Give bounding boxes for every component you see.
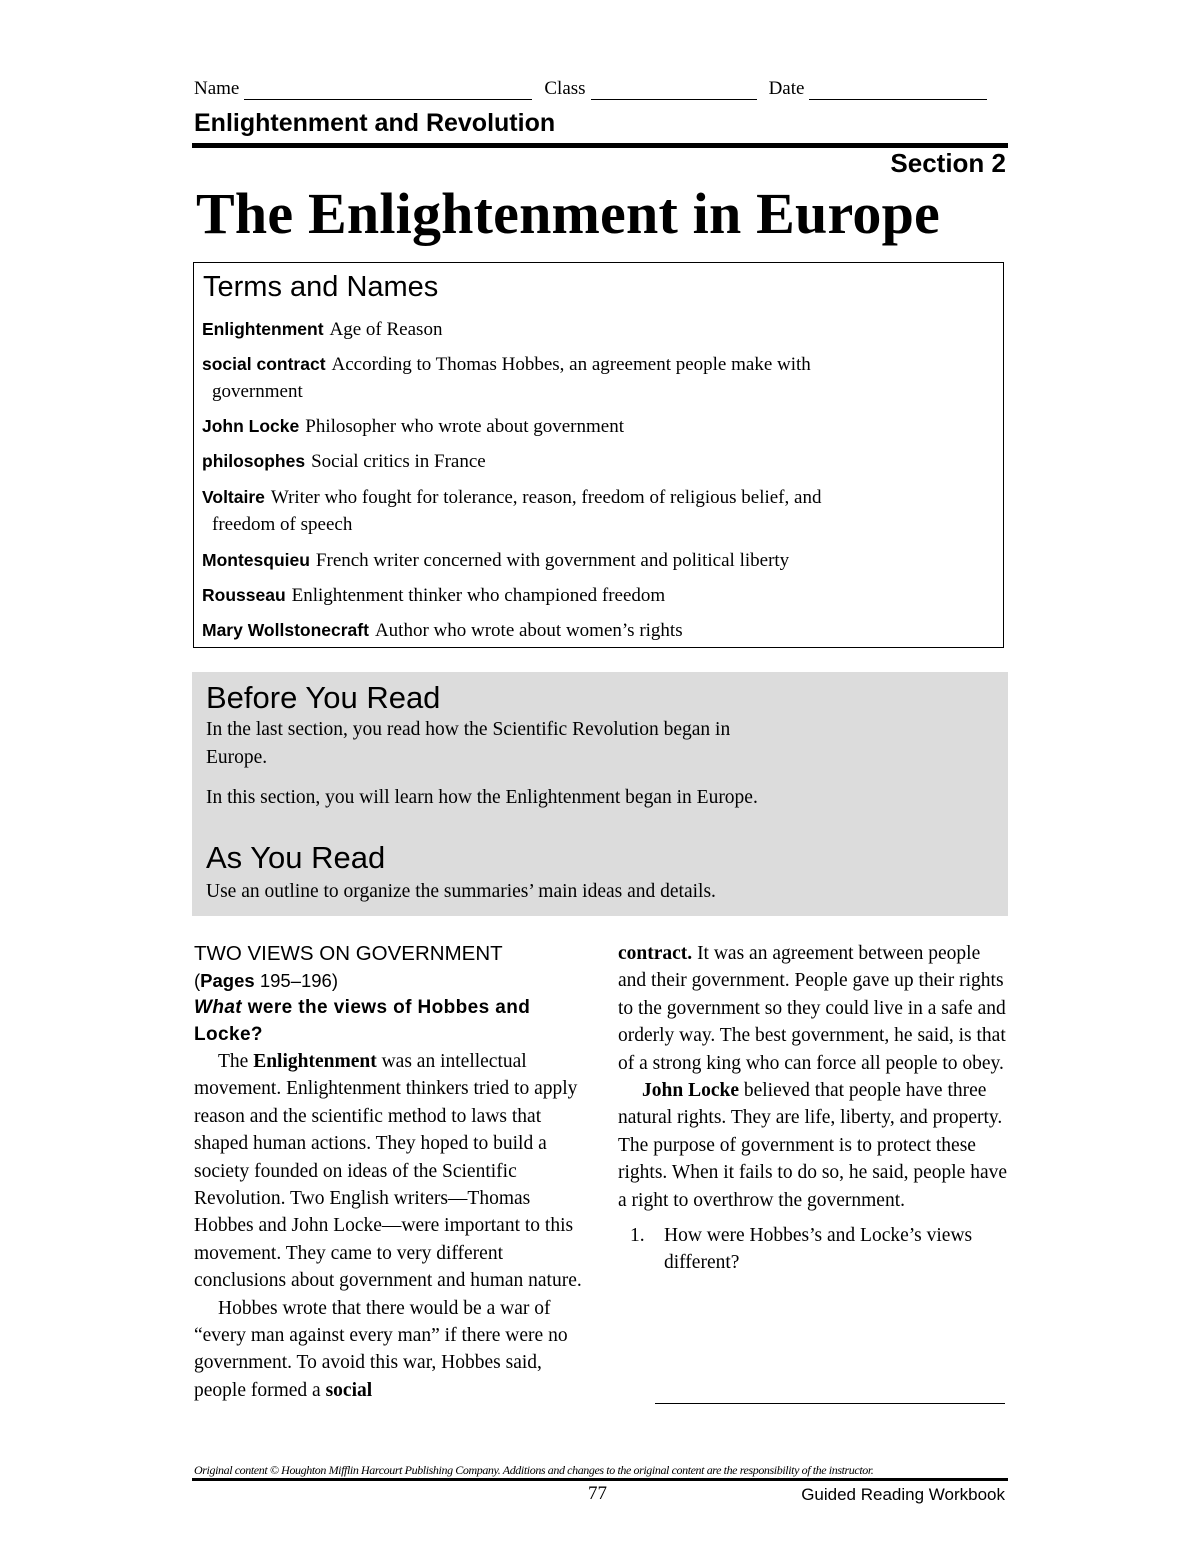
as-you-read-text: Use an outline to organize the summaries’ main ideas and details. [206, 881, 716, 902]
term-definition: Age of Reason [329, 319, 443, 340]
term-item [202, 547, 962, 574]
copyright-notice: Original content © Houghton Mifflin Harcourt Publishing Company. Additions and changes to the original content are the responsibility of the instructor. [194, 1463, 874, 1477]
pages-prefix: ( [194, 970, 201, 991]
pages-label: Pages [200, 970, 255, 991]
term-item [202, 617, 962, 644]
term-name: John Locke [202, 416, 300, 436]
paragraph-locke [618, 1077, 1008, 1214]
term-definition-continued: government [212, 381, 303, 402]
term-definition: Philosopher who wrote about government [305, 416, 624, 437]
term-name: Enlightenment [202, 319, 324, 339]
p2-term: social [325, 1379, 373, 1401]
term-name: philosophes [202, 451, 306, 471]
term-item [202, 316, 962, 343]
term-item [202, 351, 962, 405]
student-info-fields [194, 78, 1004, 104]
terms-and-names-box [193, 262, 1004, 648]
before-you-read-paragraph-2: In this section, you will learn how the Enlightenment began in Europe. [206, 787, 758, 808]
footer-divider [192, 1478, 1008, 1481]
term-name: Mary Wollstonecraft [202, 620, 369, 640]
section-heading: TWO VIEWS ON GOVERNMENT [194, 942, 503, 965]
term-item [202, 484, 962, 538]
reading-guide-box [192, 672, 1008, 916]
p2-term-continued: contract. [618, 943, 693, 964]
header-divider [192, 143, 1008, 148]
left-column [194, 940, 589, 1404]
page-title: The Enlightenment in Europe [196, 181, 940, 246]
as-you-read-heading: As You Read [206, 840, 386, 875]
term-definition: According to Thomas Hobbes, an agreement people make with [331, 354, 811, 375]
p1-term: Enlightenment [253, 1051, 377, 1072]
section-label: Section 2 [890, 148, 1006, 178]
guiding-question [194, 994, 589, 1048]
name-label: Name [194, 78, 240, 99]
before-you-read-heading: Before You Read [206, 680, 441, 715]
term-definition: Social critics in France [311, 451, 486, 472]
p2-rest: It was an agreement between people and their government. People gave up their rights to the government so they could live in a safe and orderly way. The best government, he said, is that of a strong king who can force all people to obey. [618, 943, 1006, 1074]
term-definition-continued: freedom of speech [212, 514, 353, 535]
review-question [618, 1222, 1008, 1277]
class-label: Class [544, 78, 586, 99]
term-definition: Enlightenment thinker who championed freedom [291, 585, 666, 606]
p2-text: Hobbes wrote that there would be a war of “every man against every man” if there were no government. To avoid this war, Hobbes said, people formed a [194, 1297, 568, 1401]
pages-range: 195–196) [254, 970, 339, 991]
term-item [202, 582, 962, 609]
term-name: Rousseau [202, 585, 286, 605]
before-you-read-line-1: In the last section, you read how the Scientific Revolution began in [206, 719, 731, 740]
date-label: Date [768, 78, 805, 99]
workbook-name: Guided Reading Workbook [801, 1485, 1005, 1504]
question-rest: were the views of Hobbes and Locke? [194, 997, 531, 1045]
term-definition: Writer who fought for tolerance, reason, freedom of religious belief, and [270, 487, 822, 508]
right-column [618, 940, 1008, 1277]
paragraph-hobbes [194, 1295, 589, 1405]
unit-title: Enlightenment and Revolution [194, 109, 556, 137]
question-text: How were Hobbes’s and Locke’s views different? [664, 1225, 973, 1274]
paragraph-hobbes-continued [618, 940, 1008, 1077]
page-number: 77 [588, 1483, 607, 1504]
p3-term: John Locke [642, 1080, 739, 1102]
p3-rest: believed that people have three natural rights. They are life, liberty, and property. The purpose of government is to protect these rights. When it fails to do so, he said, people have a right to overthrow the government. [618, 1080, 1008, 1211]
term-name: Montesquieu [202, 550, 310, 570]
term-name: Voltaire [202, 487, 265, 507]
term-item [202, 413, 962, 440]
term-definition: French writer concerned with government and political liberty [315, 550, 790, 571]
p1-rest: was an intellectual movement. Enlightenment thinkers tried to apply reason and the scientific method to laws that shaped human actions. They hoped to build a society founded on ideas of the Scientific Revolution. Two English writers—Thomas Hobbes and John Locke—were important to this movement. They came to very different conclusions about government and human nature. [194, 1051, 582, 1292]
paragraph-enlightenment [194, 1048, 589, 1295]
before-you-read-line-2: Europe. [206, 747, 268, 768]
question-what: What [194, 997, 243, 1018]
name-field[interactable] [244, 81, 532, 100]
class-field[interactable] [591, 81, 757, 100]
p1-pre: The [218, 1051, 254, 1072]
answer-line[interactable] [655, 1403, 1005, 1404]
term-definition: Author who wrote about women’s rights [374, 620, 683, 641]
terms-heading: Terms and Names [203, 271, 439, 303]
term-item [202, 448, 962, 475]
question-number: 1. [630, 1225, 645, 1247]
term-name: social contract [202, 354, 326, 374]
pages-reference [194, 967, 589, 994]
date-field[interactable] [809, 81, 987, 100]
